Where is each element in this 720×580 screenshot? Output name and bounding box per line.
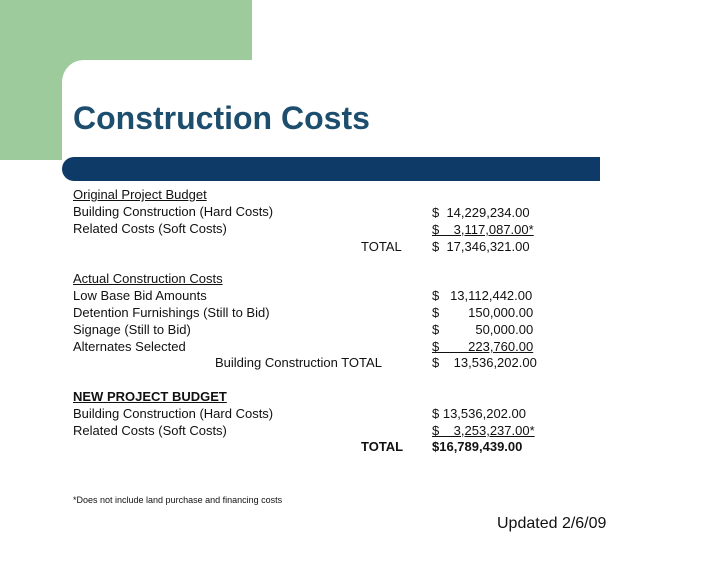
new-soft-amount: $ 3,253,237.00* xyxy=(432,423,535,438)
original-soft-amount: $ 3,117,087.00* xyxy=(432,222,534,237)
actual-costs-heading: Actual Construction Costs xyxy=(73,271,223,286)
footnote: *Does not include land purchase and financing costs xyxy=(73,495,283,505)
original-hard-costs-label: Building Construction (Hard Costs) xyxy=(73,204,274,219)
actual-total-amount: $ 13,536,202.00 xyxy=(432,355,537,370)
actual-item: Low Base Bid Amounts xyxy=(73,288,207,303)
actual-amount: $ 150,000.00 xyxy=(432,305,534,320)
actual-item: Alternates Selected xyxy=(73,339,186,354)
new-soft-costs-label: Related Costs (Soft Costs) xyxy=(73,423,227,438)
original-budget-heading: Original Project Budget xyxy=(73,187,207,202)
actual-total-label: Building Construction TOTAL xyxy=(215,355,382,370)
updated-date: Updated 2/6/09 xyxy=(497,515,607,532)
original-total-amount: $ 17,346,321.00 xyxy=(432,239,530,254)
new-total-label: TOTAL xyxy=(361,439,404,454)
original-hard-amount: $ 14,229,234.00 xyxy=(432,205,530,220)
original-soft-costs-label: Related Costs (Soft Costs) xyxy=(73,221,227,236)
new-hard-amount: $ 13,536,202.00 xyxy=(432,406,526,421)
actual-item: Signage (Still to Bid) xyxy=(73,322,191,337)
new-hard-costs-label: Building Construction (Hard Costs) xyxy=(73,406,274,421)
actual-amount: $ 223,760.00 xyxy=(432,339,534,354)
title-divider-bar xyxy=(62,157,600,181)
actual-amount: $ 13,112,442.00 xyxy=(432,288,533,303)
actual-amount: $ 50,000.00 xyxy=(432,322,534,337)
original-total-label: TOTAL xyxy=(361,239,402,254)
page-title: Construction Costs xyxy=(73,100,370,136)
actual-item: Detention Furnishings (Still to Bid) xyxy=(73,305,270,320)
new-budget-heading: NEW PROJECT BUDGET xyxy=(73,389,227,404)
new-total-amount: $16,789,439.00 xyxy=(432,439,523,454)
